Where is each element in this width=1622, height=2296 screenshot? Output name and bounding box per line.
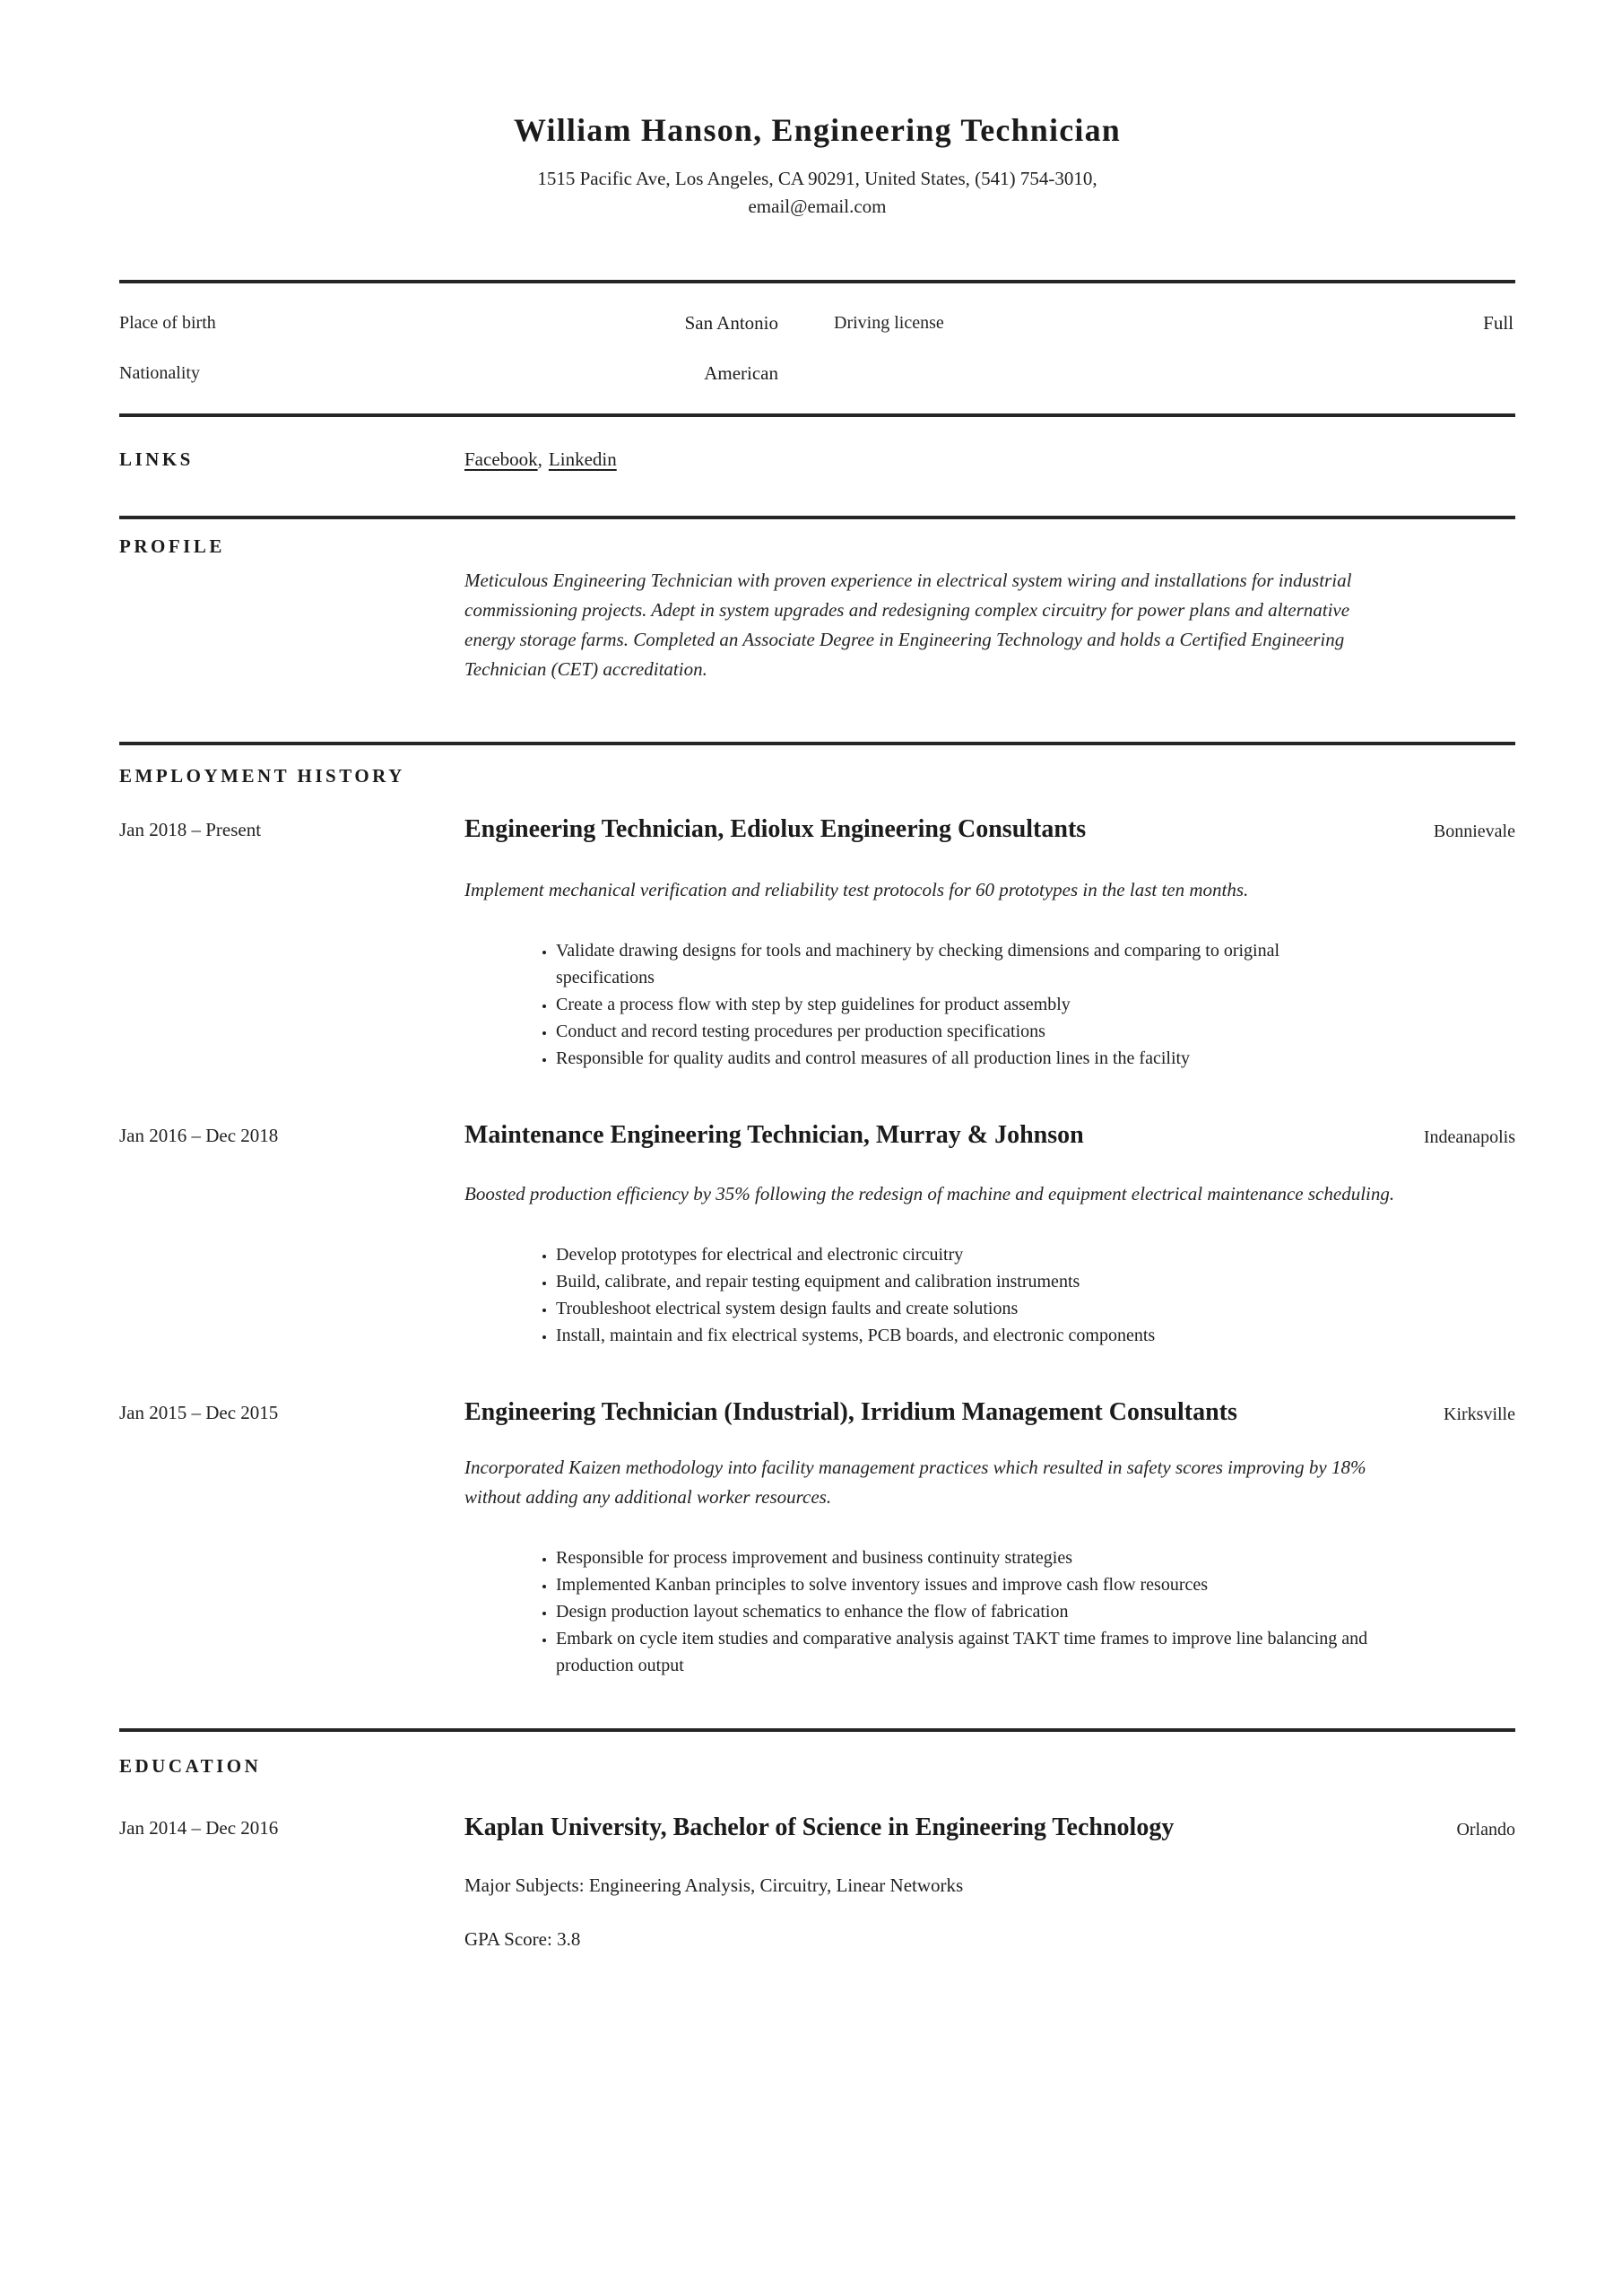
job-bullet: • Design production layout schematics to enhance the flow of fabrication <box>556 1598 1381 1625</box>
job-bullet: • Responsible for process improvement and business continuity strategies <box>556 1544 1381 1571</box>
driving-license-label: Driving license <box>834 313 944 333</box>
place-of-birth-value: San Antonio <box>684 312 778 334</box>
job-entry <box>119 1118 1515 1349</box>
resume-header <box>119 0 1515 221</box>
education-gpa: GPA Score: 3.8 <box>464 1928 581 1950</box>
education-entry <box>119 1811 1515 1952</box>
job-bullet: • Validate drawing designs for tools and machinery by checking dimensions and comparing to original specifications <box>556 937 1381 991</box>
education-dates: Jan 2014 – Dec 2016 <box>119 1817 279 1839</box>
job-title: Engineering Technician, Ediolux Engineering Consultants <box>464 815 1087 843</box>
divider-details <box>119 413 1515 417</box>
links-heading: LINKS <box>119 448 194 470</box>
driving-license-value: Full <box>1483 312 1514 334</box>
facebook-link[interactable]: Facebook <box>464 448 538 470</box>
job-bullet: • Implemented Kanban principles to solve inventory issues and improve cash flow resources <box>556 1571 1381 1598</box>
details-empty-cell <box>780 361 1132 387</box>
job-bullet: • Embark on cycle item studies and comparative analysis against TAKT time frames to improve line balancing and production output <box>556 1625 1381 1679</box>
person-name: William Hanson, Engineering Technician <box>513 112 1122 148</box>
job-title: Engineering Technician (Industrial), Irridium Management Consultants <box>464 1398 1237 1426</box>
job-summary: Implement mechanical verification and reliability test protocols for 60 prototypes in the last ten months. <box>464 879 1249 900</box>
job-bullet: • Create a process flow with step by step guidelines for product assembly <box>556 991 1381 1018</box>
divider-profile <box>119 742 1515 745</box>
job-city: Indeanapolis <box>1423 1127 1515 1147</box>
profile-heading: PROFILE <box>119 535 225 557</box>
job-bullet: • Responsible for quality audits and control measures of all production lines in the facility <box>556 1045 1381 1072</box>
links-list <box>464 447 1515 473</box>
job-bullet-list <box>464 1241 1381 1349</box>
job-bullet: • Develop prototypes for electrical and electronic circuitry <box>556 1241 1381 1268</box>
link-separator: , <box>537 448 542 470</box>
job-dates: Jan 2015 – Dec 2015 <box>119 1402 279 1423</box>
linkedin-link[interactable]: Linkedin <box>548 448 617 470</box>
job-bullet: • Install, maintain and fix electrical systems, PCB boards, and electronic components <box>556 1322 1381 1349</box>
profile-text: Meticulous Engineering Technician with proven experience in electrical system wiring and installations for industrial commissioning projects. Adept in system upgrades and redesigning complex circuitry for power plans and alternative energy storage farms. Completed an Associate Degree in Engineering Technology and holds a Certified Engineering Technician (CET) accreditation. <box>464 570 1352 680</box>
job-bullet: • Troubleshoot electrical system design faults and create solutions <box>556 1295 1381 1322</box>
place-of-birth-label: Place of birth <box>119 313 216 333</box>
education-title: Kaplan University, Bachelor of Science in Engineering Technology <box>464 1813 1175 1841</box>
nationality-label: Nationality <box>119 363 200 383</box>
profile-section <box>119 534 1515 684</box>
divider-header <box>119 280 1515 283</box>
details-empty-cell <box>1132 361 1515 387</box>
education-major-subjects: Major Subjects: Engineering Analysis, Circuitry, Linear Networks <box>464 1874 964 1896</box>
job-summary: Incorporated Kaizen methodology into facility management practices which resulted in safety scores improving by 18% without adding any additional worker resources. <box>464 1457 1366 1508</box>
contact-line-2: email@email.com <box>748 196 887 217</box>
job-bullet: • Build, calibrate, and repair testing equipment and calibration instruments <box>556 1268 1381 1295</box>
education-section <box>119 1753 1515 1952</box>
education-city: Orlando <box>1456 1820 1515 1839</box>
employment-history-section <box>119 763 1515 1679</box>
job-bullet-list <box>464 937 1381 1072</box>
job-city: Bonnievale <box>1433 822 1515 841</box>
education-heading: EDUCATION <box>119 1755 262 1777</box>
links-section <box>119 447 1515 473</box>
job-entry <box>119 813 1515 1072</box>
nationality-value: American <box>704 362 778 384</box>
job-dates: Jan 2018 – Present <box>119 819 262 840</box>
contact-line-1: 1515 Pacific Ave, Los Angeles, CA 90291, United States, (541) 754-3010, <box>537 168 1097 189</box>
contact-info <box>119 165 1515 221</box>
divider-employment <box>119 1728 1515 1732</box>
personal-details-section <box>119 310 1515 387</box>
job-summary: Boosted production efficiency by 35% following the redesign of machine and equipment electrical maintenance scheduling. <box>464 1183 1395 1205</box>
job-title: Maintenance Engineering Technician, Murray & Johnson <box>464 1121 1084 1149</box>
job-bullet-list <box>464 1544 1381 1679</box>
job-dates: Jan 2016 – Dec 2018 <box>119 1125 279 1146</box>
employment-history-heading: EMPLOYMENT HISTORY <box>119 765 405 787</box>
job-bullet: • Conduct and record testing procedures per production specifications <box>556 1018 1381 1045</box>
job-city: Kirksville <box>1444 1405 1515 1424</box>
divider-links <box>119 516 1515 519</box>
job-entry <box>119 1396 1515 1679</box>
